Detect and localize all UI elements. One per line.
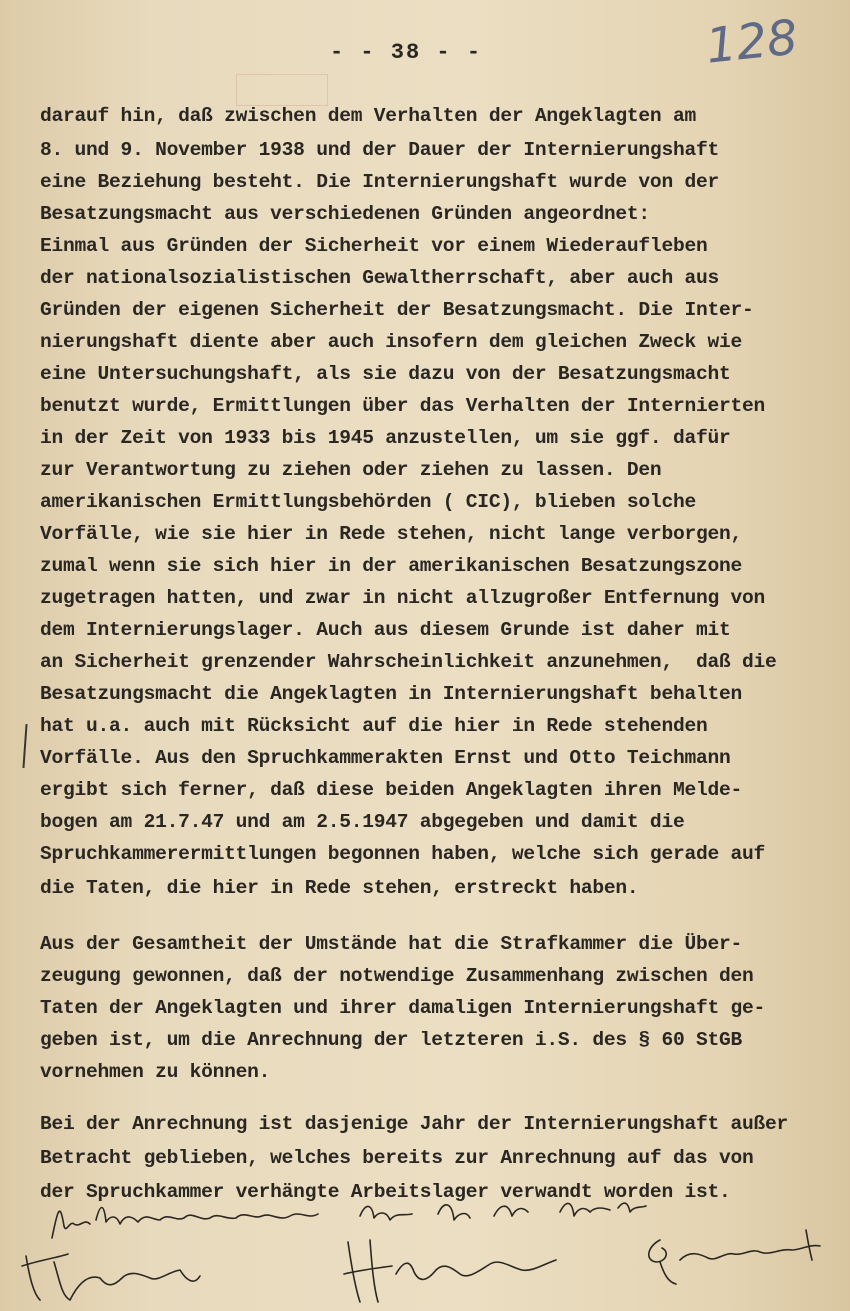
margin-mark [22,724,27,768]
text-line: Einmal aus Gründen der Sicherheit vor einem Wiederaufleben [40,235,708,257]
text-line: Spruchkammerermittlungen begonnen haben, welche sich gerade auf [40,843,766,865]
archive-number: 128 [703,9,801,75]
text-line: ergibt sich ferner, daß diese beiden Angeklagten ihren Melde- [40,779,742,801]
text-line: Aus der Gesamtheit der Umstände hat die Strafkammer die Über- [40,933,742,955]
text-line: geben ist, um die Anrechnung der letzteren i.S. des § 60 StGB [40,1029,742,1051]
text-line: Vorfälle. Aus den Spruchkammerakten Ernst und Otto Teichmann [40,747,731,769]
signature-kessler [22,1254,200,1300]
text-line: zeugung gewonnen, daß der notwendige Zusammenhang zwischen den [40,965,754,987]
text-line: Besatzungsmacht die Angeklagten in Internierungshaft behalten [40,683,742,705]
text-line: benutzt wurde, Ermittlungen über das Verhalten der Internierten [40,395,766,417]
page-number: - - 38 - - [330,40,483,65]
signature-gruenewald [649,1230,820,1284]
signature-area [0,1190,850,1311]
text-line: Taten der Angeklagten und ihrer damaligen Internierungshaft ge- [40,997,766,1019]
text-line: Bei der Anrechnung ist dasjenige Jahr der Internierungshaft außer [40,1113,789,1135]
text-line: amerikanischen Ermittlungsbehörden ( CIC), blieben solche [40,491,696,513]
text-line: zur Verantwortung zu ziehen oder ziehen zu lassen. Den [40,459,662,481]
text-line: Betracht geblieben, welches bereits zur Anrechnung auf das von [40,1147,754,1169]
text-line: hat u.a. auch mit Rücksicht auf die hier in Rede stehenden [40,715,708,737]
text-line: zugetragen hatten, und zwar in nicht allzugroßer Entfernung von [40,587,766,609]
text-line: nierungshaft diente aber auch insofern dem gleichen Zweck wie [40,331,742,353]
text-line: zumal wenn sie sich hier in der amerikanischen Besatzungszone [40,555,742,577]
text-line: 8. und 9. November 1938 und der Dauer der Internierungshaft [40,139,719,161]
text-line: der Spruchkammer verhängte Arbeitslager verwandt worden ist. [40,1181,731,1203]
signature-hinkelmann [344,1240,556,1302]
text-line: Besatzungsmacht aus verschiedenen Gründen angeordnet: [40,203,650,225]
text-line: Gründen der eigenen Sicherheit der Besatzungsmacht. Die Inter- [40,299,754,321]
text-line: eine Beziehung besteht. Die Internierungshaft wurde von der [40,171,719,193]
text-line: an Sicherheit grenzender Wahrscheinlichkeit anzunehmen, daß die [40,651,777,673]
text-line: dem Internierungslager. Auch aus diesem Grunde ist daher mit [40,619,731,641]
handwritten-note [52,1203,646,1238]
text-line: der nationalsozialistischen Gewaltherrschaft, aber auch aus [40,267,719,289]
faint-stamp-mark [236,74,328,106]
text-line: in der Zeit von 1933 bis 1945 anzustellen, um sie ggf. dafür [40,427,731,449]
text-line: vornehmen zu können. [40,1061,271,1083]
text-line: die Taten, die hier in Rede stehen, erstreckt haben. [40,877,639,899]
text-line: bogen am 21.7.47 und am 2.5.1947 abgegeben und damit die [40,811,685,833]
text-line: eine Untersuchungshaft, als sie dazu von der Besatzungsmacht [40,363,731,385]
text-line: Vorfälle, wie sie hier in Rede stehen, nicht lange verborgen, [40,523,742,545]
text-line: darauf hin, daß zwischen dem Verhalten der Angeklagten am [40,105,696,127]
